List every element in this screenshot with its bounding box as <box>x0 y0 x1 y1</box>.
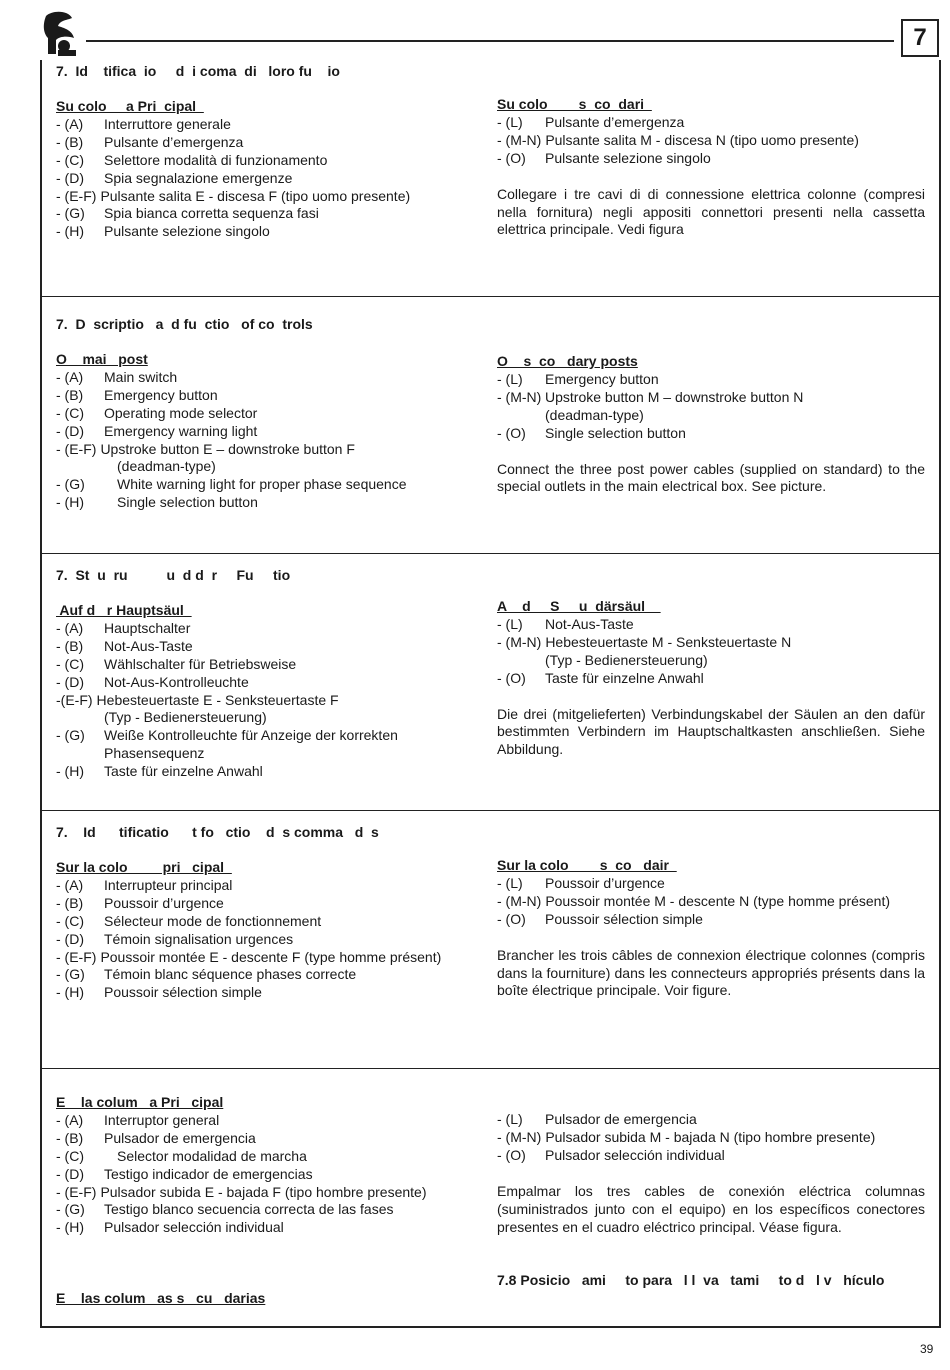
list-item: - (B) Poussoir d’urgence <box>56 894 224 911</box>
list-item: - (A) Main switch <box>56 368 178 385</box>
section-title-vehicle-lifting: 7.8 Posicio ami to para l l va tami to d l v hículo <box>497 1272 885 1288</box>
list-item: - (L) Emergency button <box>497 370 659 387</box>
german-main-heading: Auf d r Hauptsäul <box>56 602 192 618</box>
list-item: - (G) Témoin blanc séquence phases correcte <box>56 966 357 983</box>
italian-secondary-heading: Su colo s co dari <box>497 96 652 112</box>
italian-secondary-column <box>497 96 925 239</box>
section-title-french: 7. Id tificatio t fo ctio d s comma d s <box>56 824 379 840</box>
spanish-secondary-column <box>497 1111 925 1236</box>
list-item: - (A) Interruptor general <box>56 1111 220 1128</box>
list-item: - (O) Poussoir sélection simple <box>497 910 703 927</box>
list-item: - (G) White warning light for proper phase sequence <box>56 476 407 493</box>
header-rule <box>86 40 894 42</box>
list-item: - (C) Sélecteur mode de fonctionnement <box>56 912 322 929</box>
list-item-continuation: (deadman-type) <box>117 458 216 475</box>
list-item: - (A) Interrupteur principal <box>56 876 233 893</box>
english-secondary-heading: O s co dary posts <box>497 353 638 369</box>
french-secondary-column <box>497 857 925 1000</box>
company-logo-icon <box>38 10 80 58</box>
list-item: - (M-N) Hebesteuertaste M - Senksteuertaste N <box>497 633 792 650</box>
spanish-main-heading: E la colum a Pri cipal <box>56 1094 224 1110</box>
list-item: -(E-F) Hebesteuertaste E - Senksteuertaste F <box>56 691 339 708</box>
list-item: - (G) Testigo blanco secuencia correcta de las fases <box>56 1201 394 1218</box>
italian-connection-paragraph: Collegare i tre cavi di di connessione elettrica colonne (compresi nella fornitura) negli appositi connettori presenti nella cassetta elettrica principale. Vedi figura <box>497 185 925 238</box>
english-main-heading: O mai post <box>56 351 148 367</box>
section-divider <box>42 1068 939 1069</box>
list-item: - (D) Emergency warning light <box>56 422 258 439</box>
list-item-continuation: (Typ - Bedienersteuerung) <box>104 709 267 726</box>
italian-main-column <box>56 98 486 241</box>
section-divider <box>42 296 939 297</box>
list-item: - (O) Taste für einzelne Anwahl <box>497 669 704 686</box>
german-secondary-heading: A d S u därsäul <box>497 598 661 614</box>
list-item: - (D) Testigo indicador de emergencias <box>56 1165 313 1182</box>
list-item: - (L) Not-Aus-Taste <box>497 615 634 632</box>
chapter-number-box: 7 <box>901 19 939 57</box>
list-item: - (G) Weiße Kontrolleuchte für Anzeige der korrekten <box>56 727 398 744</box>
french-secondary-heading: Sur la colo s co dair <box>497 857 677 873</box>
english-connection-paragraph: Connect the three post power cables (supplied on standard) to the special outlets in the main electrical box. See picture. <box>497 460 925 495</box>
french-connection-paragraph: Brancher les trois câbles de connexion électrique colonnes (compris dans la fourniture) dans les connecteurs appropriés présents dans la boîte électrique principale. Voir figure. <box>497 946 925 999</box>
page-number: 39 <box>920 1342 934 1356</box>
list-item: - (M-N) Pulsador subida M - bajada N (tipo hombre presente) <box>497 1128 876 1145</box>
list-item: - (E-F) Pulsador subida E - bajada F (tipo hombre presente) <box>56 1183 427 1200</box>
list-item: - (H) Taste für einzelne Anwahl <box>56 763 263 780</box>
list-item: - (H) Pulsador selección individual <box>56 1219 284 1236</box>
list-item: - (L) Pulsador de emergencia <box>497 1111 697 1127</box>
list-item: - (B) Not-Aus-Taste <box>56 637 193 654</box>
list-item: - (L) Pulsante d’emergenza <box>497 113 685 130</box>
section-title-german: 7. St u ru u d d r Fu tio <box>56 567 291 583</box>
list-item: - (G) Spia bianca corretta sequenza fasi <box>56 205 319 222</box>
french-main-column <box>56 859 486 1002</box>
list-item: - (M-N) Upstroke button M – downstroke button N <box>497 388 804 405</box>
list-item: - (B) Pulsador de emergencia <box>56 1129 256 1146</box>
spanish-main-column <box>56 1094 486 1237</box>
list-item: - (B) Pulsante d’emergenza <box>56 133 244 150</box>
german-secondary-column <box>497 598 925 759</box>
list-item: - (D) Not-Aus-Kontrolleuchte <box>56 673 249 690</box>
german-main-column <box>56 602 486 781</box>
spanish-secondary-heading: E las colum as s cu darias <box>56 1290 266 1306</box>
list-item: - (E-F) Pulsante salita E - discesa F (tipo uomo presente) <box>56 187 411 204</box>
list-item: - (D) Témoin signalisation urgences <box>56 930 294 947</box>
list-item: - (D) Spia segnalazione emergenze <box>56 169 293 186</box>
list-item: - (M-N) Pulsante salita M - discesa N (tipo uomo presente) <box>497 131 859 148</box>
list-item: - (C) Wählschalter für Betriebsweise <box>56 655 297 672</box>
section-divider <box>42 553 939 554</box>
german-connection-paragraph: Die drei (mitgelieferten) Verbindungskabel der Säulen an den dafür bestimmten Verbindern im Hauptschaltkasten anschließen. Siehe Abbildung. <box>497 705 925 758</box>
list-item-continuation: Phasensequenz <box>104 745 205 762</box>
list-item: - (C) Selettore modalità di funzionamento <box>56 151 328 168</box>
list-item: - (H) Single selection button <box>56 494 258 511</box>
content-frame <box>40 60 941 1328</box>
list-item: - (C) Operating mode selector <box>56 404 258 421</box>
spanish-connection-paragraph: Empalmar los tres cables de conexión eléctrica columnas (suministrados junto con el equipo) en los específicos conectores presentes en el cuadro eléctrico principal. Véase figura. <box>497 1182 925 1235</box>
list-item: - (A) Hauptschalter <box>56 619 191 636</box>
list-item-continuation: (deadman-type) <box>545 406 644 423</box>
english-main-column <box>56 351 486 512</box>
list-item-continuation: (Typ - Bedienersteuerung) <box>545 651 708 668</box>
list-item: - (O) Pulsante selezione singolo <box>497 149 711 166</box>
french-main-heading: Sur la colo pri cipal <box>56 859 232 875</box>
list-item: - (C) Selector modalidad de marcha <box>56 1147 307 1164</box>
list-item: - (A) Interruttore generale <box>56 115 231 132</box>
section-title-english: 7. D scriptio a d fu ctio of co trols <box>56 316 313 332</box>
section-divider <box>42 810 939 811</box>
italian-main-heading: Su colo a Pri cipal <box>56 98 204 114</box>
list-item: - (H) Poussoir sélection simple <box>56 984 262 1001</box>
list-item: - (M-N) Poussoir montée M - descente N (type homme présent) <box>497 892 891 909</box>
list-item: - (H) Pulsante selezione singolo <box>56 223 270 240</box>
list-item: - (O) Single selection button <box>497 424 686 441</box>
list-item: - (L) Poussoir d’urgence <box>497 874 665 891</box>
list-item: - (O) Pulsador selección individual <box>497 1146 725 1163</box>
section-title-italian: 7. Id tifica io d i coma di loro fu io <box>56 63 340 79</box>
list-item: - (E-F) Poussoir montée E - descente F (type homme présent) <box>56 948 442 965</box>
list-item: - (B) Emergency button <box>56 386 218 403</box>
english-secondary-column <box>497 353 925 496</box>
list-item: - (E-F) Upstroke button E – downstroke button F <box>56 440 355 457</box>
